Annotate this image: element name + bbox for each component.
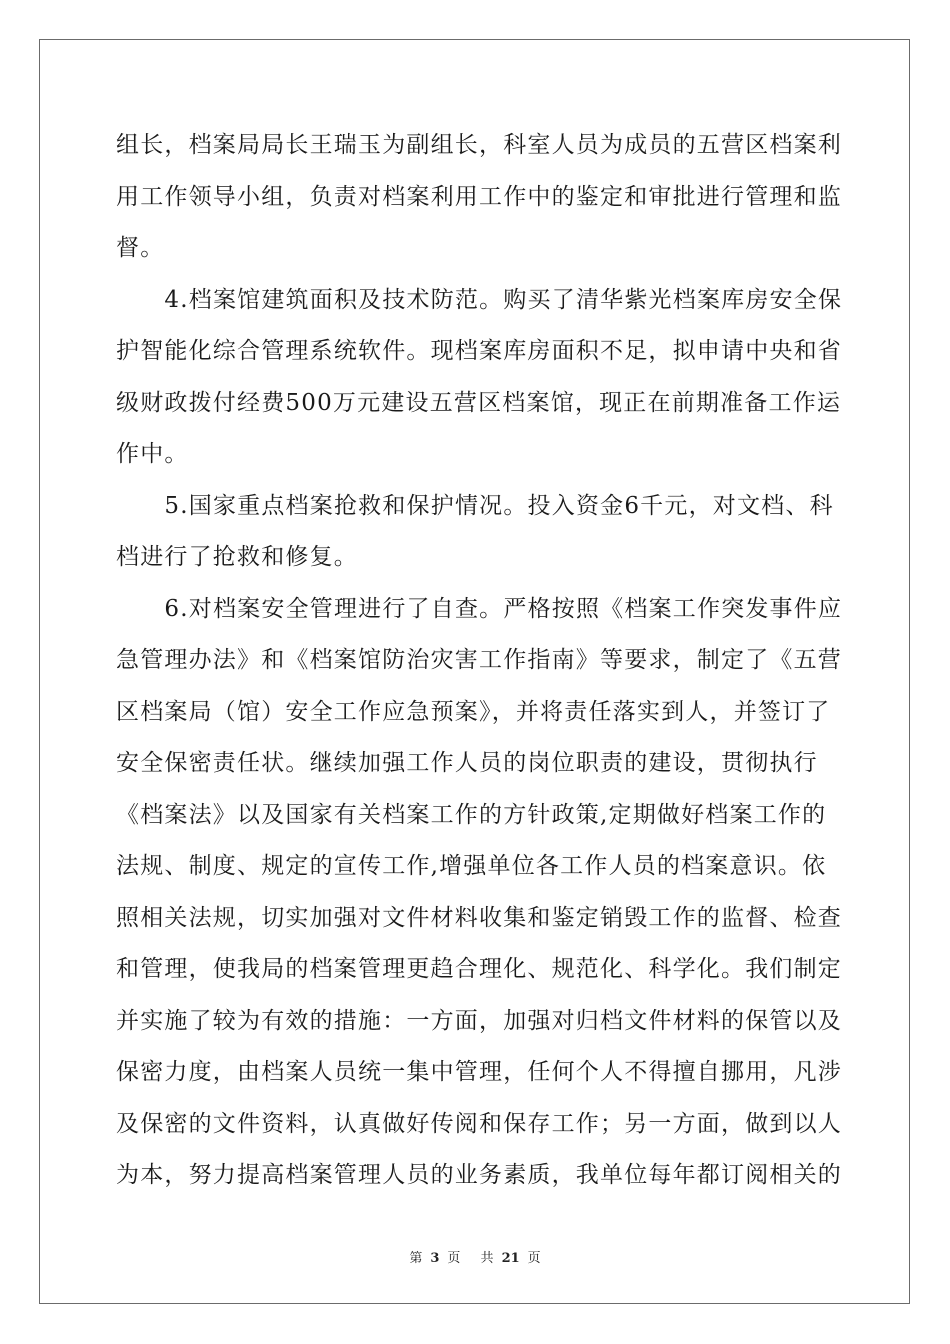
text-line: 及保密的文件资料，认真做好传阅和保存工作；另一方面，做到以人 <box>116 1110 842 1137</box>
total-prefix: 共 <box>480 1251 494 1266</box>
page-footer <box>0 1247 950 1266</box>
text-line: 保密力度，由档案人员统一集中管理，任何个人不得擅自挪用，凡涉 <box>116 1059 842 1085</box>
text-line: 并实施了较为有效的措施：一方面，加强对归档文件材料的保管以及 <box>116 1007 842 1034</box>
text-line: 和管理，使我局的档案管理更趋合理化、规范化、科学化。我们制定 <box>116 956 842 982</box>
text-line: 6.对档案安全管理进行了自查。严格按照《档案工作突发事件应 <box>116 595 843 622</box>
text-line: 4.档案馆建筑面积及技术防范。购买了清华紫光档案库房安全保 <box>116 286 843 313</box>
text-line: 《档案法》以及国家有关档案工作的方针政策,定期做好档案工作的 <box>116 801 827 828</box>
text-line: 督。 <box>116 235 165 261</box>
page-prefix: 第 <box>409 1251 423 1266</box>
text-line: 为本，努力提高档案管理人员的业务素质，我单位每年都订阅相关的 <box>116 1162 842 1188</box>
text-line: 组长，档案局局长王瑞玉为副组长，科室人员为成员的五营区档案利 <box>116 132 842 158</box>
text-line: 作中。 <box>116 441 189 467</box>
text-line: 照相关法规，切实加强对文件材料收集和鉴定销毁工作的监督、检查 <box>116 904 842 931</box>
text-line: 级财政拨付经费500万元建设五营区档案馆，现正在前期准备工作运 <box>116 389 842 416</box>
text-line: 用工作领导小组，负责对档案利用工作中的鉴定和审批进行管理和监 <box>116 183 842 210</box>
text-line: 区档案局（馆）安全工作应急预案》，并将责任落实到人，并签订了 <box>116 698 831 725</box>
total-count: 21 <box>501 1251 520 1266</box>
text-line: 急管理办法》和《档案馆防治灾害工作指南》等要求，制定了《五营 <box>116 647 842 673</box>
page-current: 3 <box>430 1251 440 1266</box>
text-line: 护智能化综合管理系统软件。现档案库房面积不足，拟申请中央和省 <box>116 338 842 364</box>
page-suffix: 页 <box>447 1251 461 1266</box>
document-body <box>116 120 843 1202</box>
text-line: 安全保密责任状。继续加强工作人员的岗位职责的建设，贯彻执行 <box>116 750 818 776</box>
total-suffix: 页 <box>527 1251 541 1266</box>
text-line: 档进行了抢救和修复。 <box>116 544 358 570</box>
text-line: 5.国家重点档案抢救和保护情况。投入资金6千元，对文档、科 <box>116 492 834 519</box>
page-total <box>477 1251 545 1266</box>
text-line: 法规、制度、规定的宣传工作,增强单位各工作人员的档案意识。依 <box>116 853 827 879</box>
page-number <box>405 1251 464 1266</box>
